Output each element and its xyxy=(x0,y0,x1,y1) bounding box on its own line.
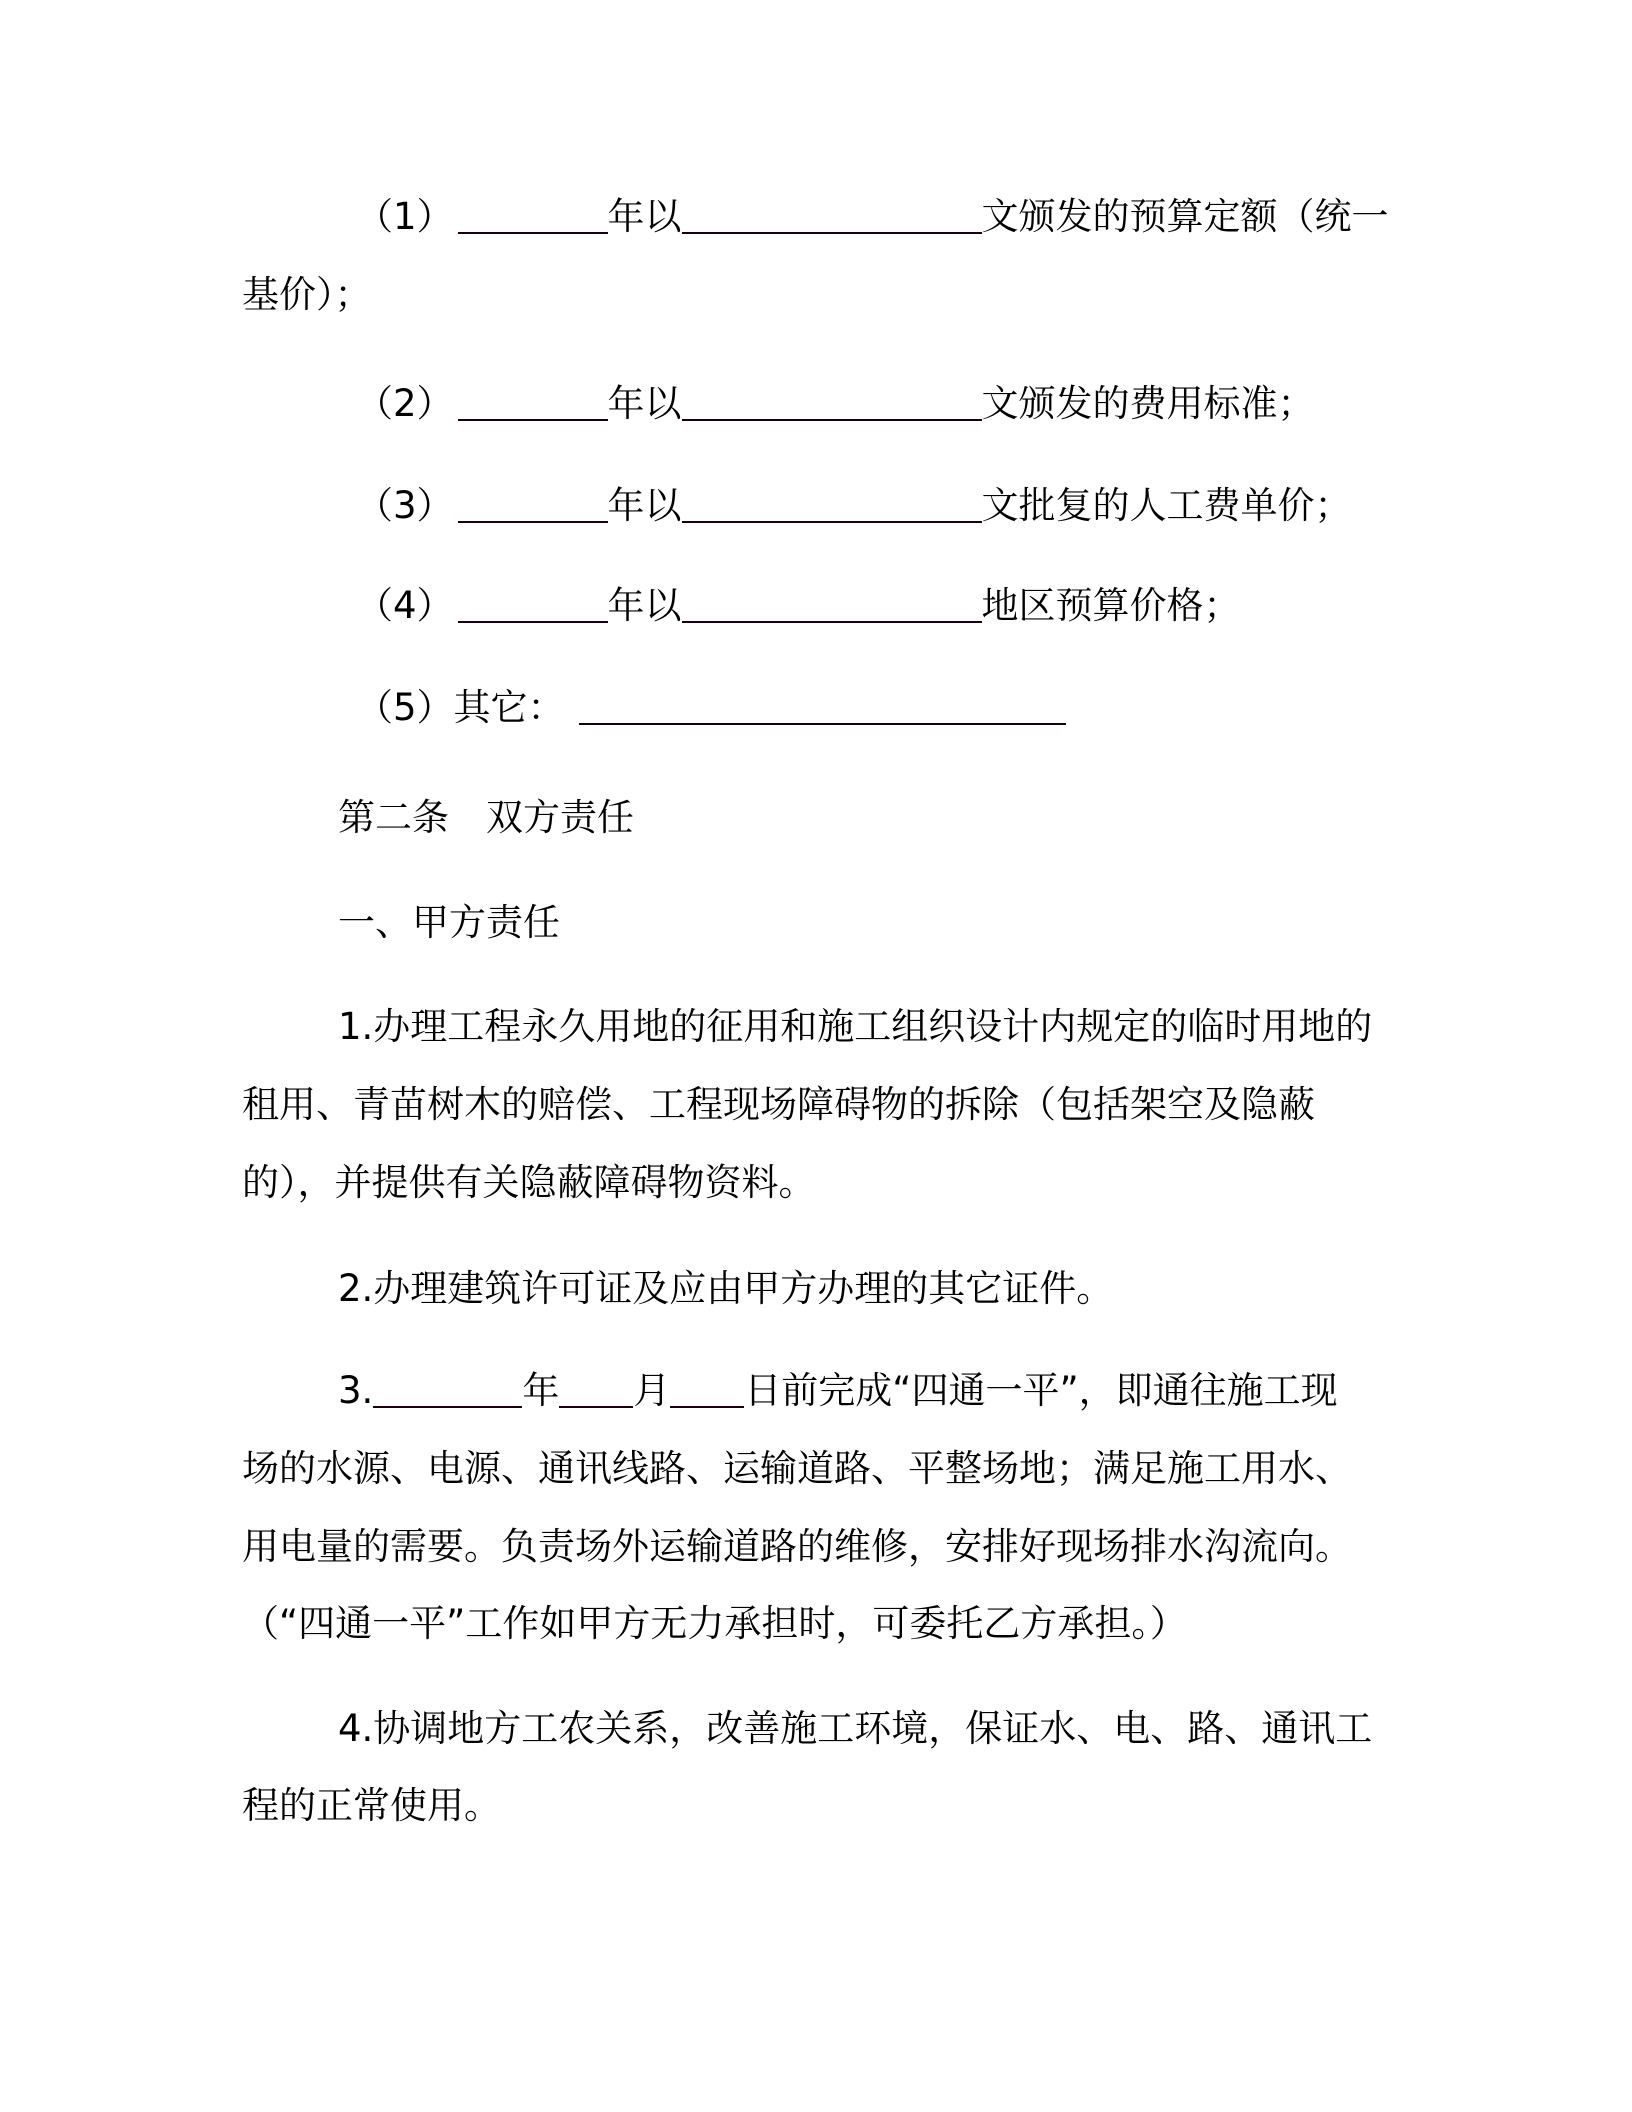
clause-4-line-2: 程的正常使用。 xyxy=(242,1784,501,1827)
clause-2-line-1: 2.办理建筑许可证及应由甲方办理的其它证件。 xyxy=(338,1267,1114,1310)
year-blank[interactable] xyxy=(458,487,608,523)
document-number-blank[interactable] xyxy=(682,487,982,523)
year-suffix: 年以 xyxy=(607,484,682,527)
item-number: （5） xyxy=(356,686,454,729)
clause-number: 3. xyxy=(338,1369,374,1412)
clause-3-line-4: （“四通一平”工作如甲方无力承担时，可委托乙方承担。） xyxy=(242,1602,1187,1645)
other-label: 其它： xyxy=(453,686,565,729)
item-text: 基价）； xyxy=(242,273,372,316)
month-blank[interactable] xyxy=(559,1372,633,1408)
year-blank[interactable] xyxy=(373,1372,522,1408)
item-text: 地区预算价格； xyxy=(981,584,1241,627)
basis-item-2 xyxy=(356,382,1315,425)
year-label: 年 xyxy=(522,1369,560,1412)
basis-item-1-continuation xyxy=(242,273,372,316)
basis-item-5 xyxy=(356,686,1066,729)
clause-1-line-2: 租用、青苗树木的赔偿、工程现场障碍物的拆除（包括架空及隐蔽 xyxy=(242,1083,1315,1126)
clause-1-line-1: 1.办理工程永久用地的征用和施工组织设计内规定的临时用地的 xyxy=(338,1005,1373,1048)
item-text: 文批复的人工费单价； xyxy=(981,484,1352,527)
document-number-blank[interactable] xyxy=(682,385,982,421)
day-blank[interactable] xyxy=(670,1372,744,1408)
month-label: 月 xyxy=(633,1369,671,1412)
item-number: （2） xyxy=(356,382,454,425)
year-suffix: 年以 xyxy=(607,584,682,627)
basis-item-4 xyxy=(356,584,1241,627)
item-text: 文颁发的预算定额（统一 xyxy=(981,195,1389,238)
year-blank[interactable] xyxy=(458,385,608,421)
region-blank[interactable] xyxy=(682,587,982,623)
item-text: 文颁发的费用标准； xyxy=(981,382,1315,425)
clause-3-line-3: 用电量的需要。负责场外运输道路的维修，安排好现场排水沟流向。 xyxy=(242,1525,1352,1568)
section-heading: 一、甲方责任 xyxy=(338,901,560,944)
clause-1-line-3: 的），并提供有关隐蔽障碍物资料。 xyxy=(242,1161,816,1204)
clause-text: 日前完成“四通一平”，即通往施工现 xyxy=(744,1369,1338,1412)
item-number: （4） xyxy=(356,584,454,627)
year-blank[interactable] xyxy=(458,587,608,623)
year-blank[interactable] xyxy=(458,198,608,234)
item-number: （3） xyxy=(356,484,454,527)
clause-3-line-2: 场的水源、电源、通讯线路、运输道路、平整场地；满足施工用水、 xyxy=(242,1447,1352,1490)
document-number-blank[interactable] xyxy=(682,198,982,234)
clause-3-line-1 xyxy=(338,1369,1338,1412)
article-heading: 第二条 双方责任 xyxy=(338,796,634,839)
year-suffix: 年以 xyxy=(607,382,682,425)
basis-item-3 xyxy=(356,484,1352,527)
clause-4-line-1: 4.协调地方工农关系，改善施工环境，保证水、电、路、通讯工 xyxy=(338,1707,1373,1750)
basis-item-1 xyxy=(356,195,1389,238)
other-blank[interactable] xyxy=(579,689,1066,725)
item-number: （1） xyxy=(356,195,454,238)
year-suffix: 年以 xyxy=(607,195,682,238)
